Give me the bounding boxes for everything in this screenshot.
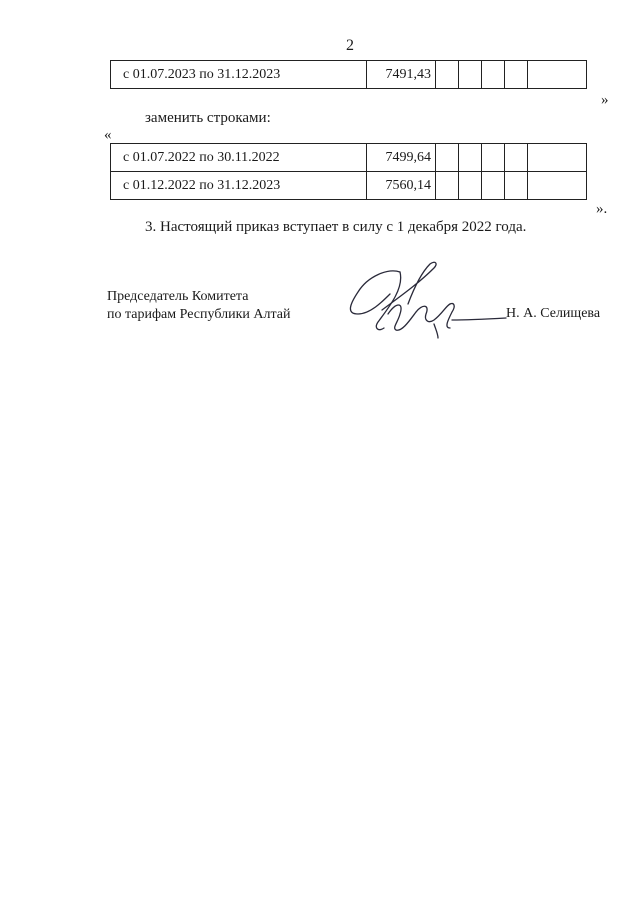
table-row [111, 61, 587, 89]
period-cell: с 01.07.2022 по 30.11.2022 [111, 144, 367, 172]
empty-cell [459, 61, 482, 89]
page-number: 2 [346, 37, 354, 54]
empty-cell [505, 144, 528, 172]
period-cell: с 01.07.2023 по 31.12.2023 [111, 61, 367, 89]
table-row [111, 172, 587, 200]
empty-cell [482, 144, 505, 172]
table-row [111, 144, 587, 172]
closing-quote: » [601, 92, 609, 108]
empty-cell [528, 144, 587, 172]
empty-cell [459, 172, 482, 200]
value-cell: 7560,14 [367, 172, 436, 200]
closing-quote-period: ». [596, 201, 608, 217]
empty-cell [436, 61, 459, 89]
clause-3-text: 3. Настоящий приказ вступает в силу с 1 декабря 2022 года. [145, 219, 527, 235]
empty-cell [528, 172, 587, 200]
empty-cell [459, 144, 482, 172]
signatory-title-line2: по тарифам Республики Алтай [107, 307, 291, 322]
empty-cell [482, 61, 505, 89]
empty-cell [528, 61, 587, 89]
handwritten-signature [338, 258, 508, 340]
signatory-name: Н. А. Селищева [506, 306, 601, 321]
empty-cell [436, 144, 459, 172]
old-tariff-table [110, 60, 587, 89]
empty-cell [505, 172, 528, 200]
signatory-title-line1: Председатель Комитета [107, 289, 249, 304]
value-cell: 7499,64 [367, 144, 436, 172]
new-tariff-table [110, 143, 587, 200]
empty-cell [436, 172, 459, 200]
empty-cell [482, 172, 505, 200]
value-cell: 7491,43 [367, 61, 436, 89]
opening-quote: « [104, 127, 112, 143]
empty-cell [505, 61, 528, 89]
replace-instruction: заменить строками: [145, 110, 271, 126]
period-cell: с 01.12.2022 по 31.12.2023 [111, 172, 367, 200]
